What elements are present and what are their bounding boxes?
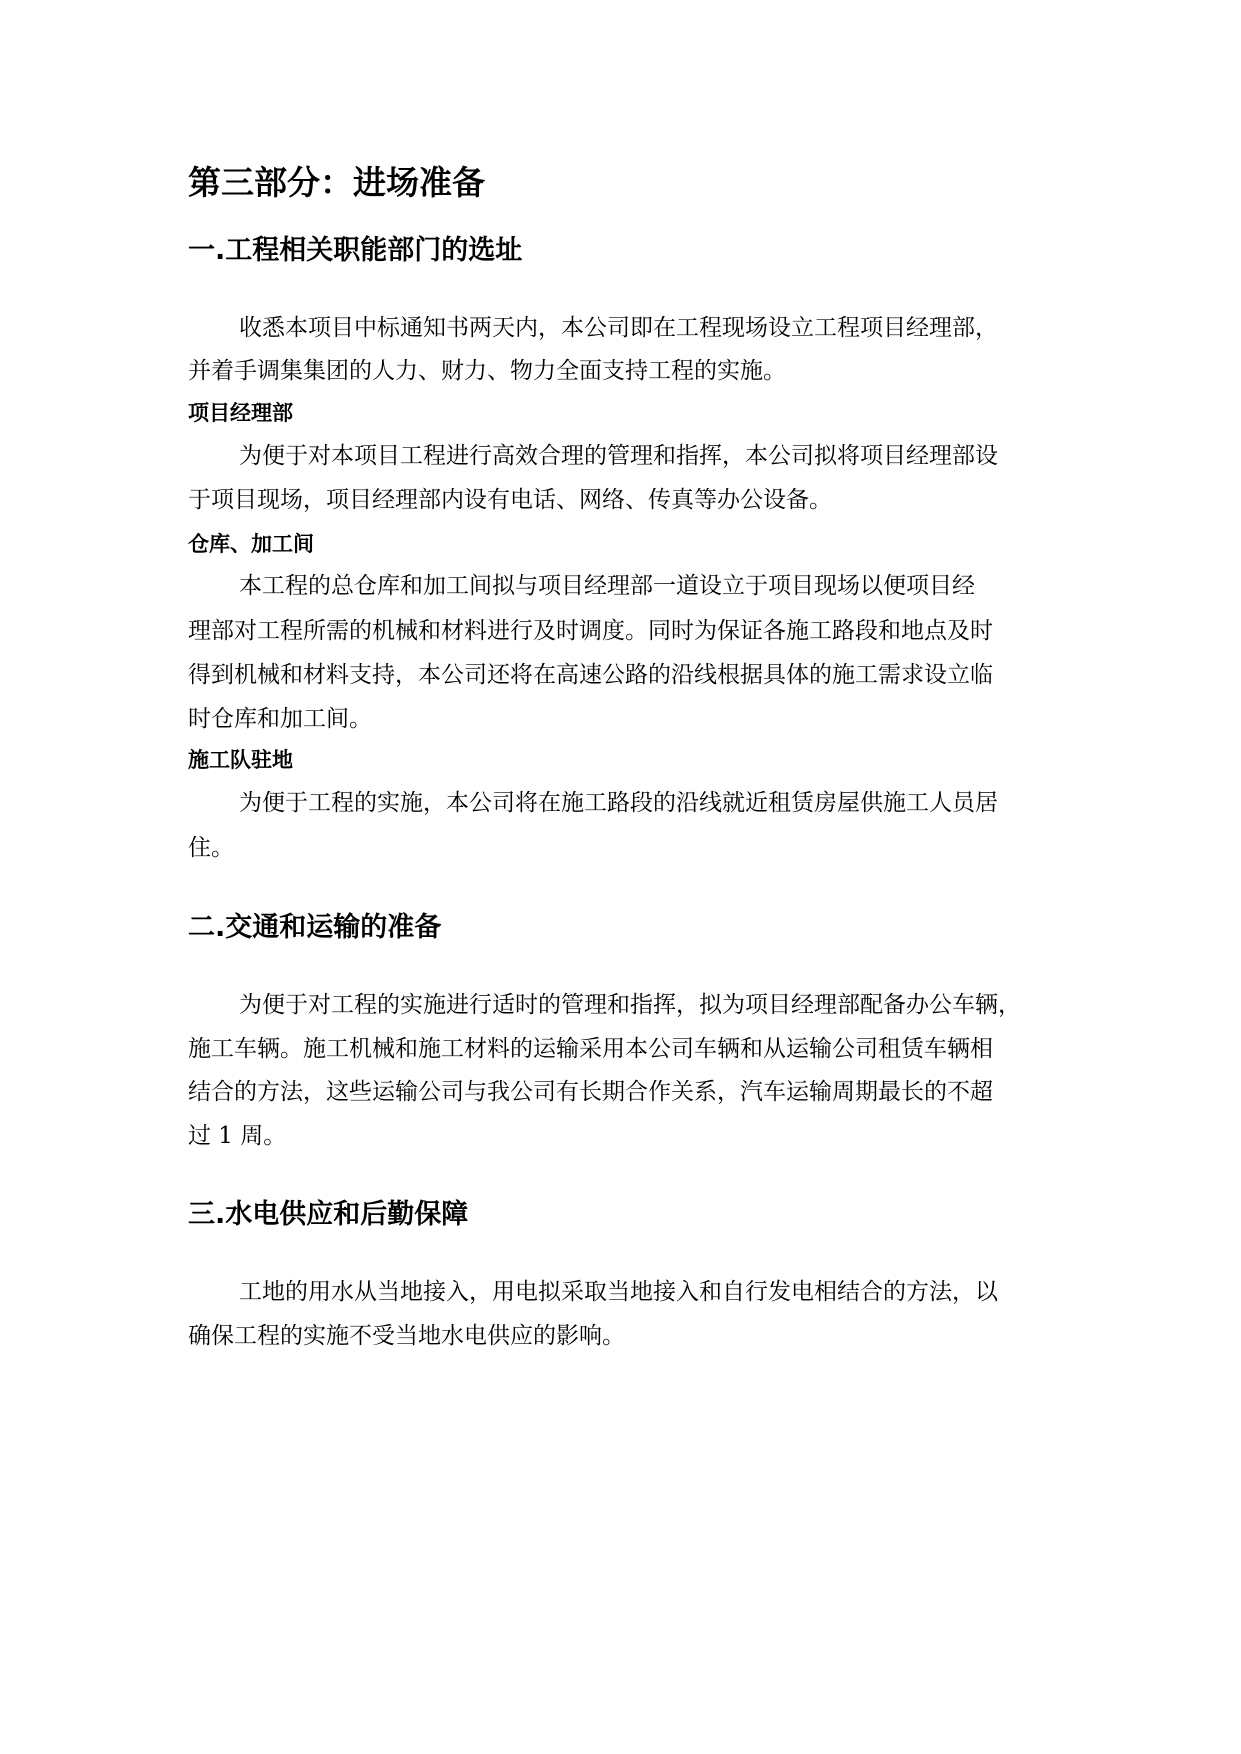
transport-line-4: 过 1 周。: [188, 1123, 287, 1149]
page-title: 第三部分：进场准备: [188, 163, 485, 202]
warehouse-line-1: 本工程的总仓库和加工间拟与项目经理部一道设立于项目现场以便项目经: [239, 573, 975, 599]
section-1-intro-line-2: 并着手调集集团的人力、财力、物力全面支持工程的实施。: [188, 358, 786, 384]
subsection-warehouse-heading: 仓库、加工间: [188, 532, 314, 556]
project-dept-line-1: 为便于对本项目工程进行高效合理的管理和指挥，本公司拟将项目经理部设: [239, 443, 998, 469]
utilities-line-1: 工地的用水从当地接入，用电拟采取当地接入和自行发电相结合的方法，以: [239, 1279, 998, 1305]
transport-line-3: 结合的方法，这些运输公司与我公司有长期合作关系，汽车运输周期最长的不超: [188, 1079, 993, 1105]
section-1-heading: 一.工程相关职能部门的选址: [188, 235, 523, 266]
section-2-heading: 二.交通和运输的准备: [188, 912, 442, 943]
section-1-intro-line-1: 收悉本项目中标通知书两天内，本公司即在工程现场设立工程项目经理部，: [239, 315, 998, 341]
warehouse-line-4: 时仓库和加工间。: [188, 706, 372, 732]
subsection-project-dept-heading: 项目经理部: [188, 401, 293, 425]
subsection-crew-camp-heading: 施工队驻地: [188, 748, 293, 772]
transport-line-1: 为便于对工程的实施进行适时的管理和指挥，拟为项目经理部配备办公车辆，: [239, 992, 1021, 1018]
crew-camp-line-1: 为便于工程的实施，本公司将在施工路段的沿线就近租赁房屋供施工人员居: [239, 790, 998, 816]
warehouse-line-3: 得到机械和材料支持，本公司还将在高速公路的沿线根据具体的施工需求设立临: [188, 662, 993, 688]
crew-camp-line-2: 住。: [188, 835, 234, 861]
transport-line-2: 施工车辆。施工机械和施工材料的运输采用本公司车辆和从运输公司租赁车辆相: [188, 1036, 993, 1062]
project-dept-line-2: 于项目现场，项目经理部内设有电话、网络、传真等办公设备。: [188, 487, 832, 513]
warehouse-line-2: 理部对工程所需的机械和材料进行及时调度。同时为保证各施工路段和地点及时: [188, 618, 993, 644]
section-3-heading: 三.水电供应和后勤保障: [188, 1199, 469, 1230]
utilities-line-2: 确保工程的实施不受当地水电供应的影响。: [188, 1323, 625, 1349]
